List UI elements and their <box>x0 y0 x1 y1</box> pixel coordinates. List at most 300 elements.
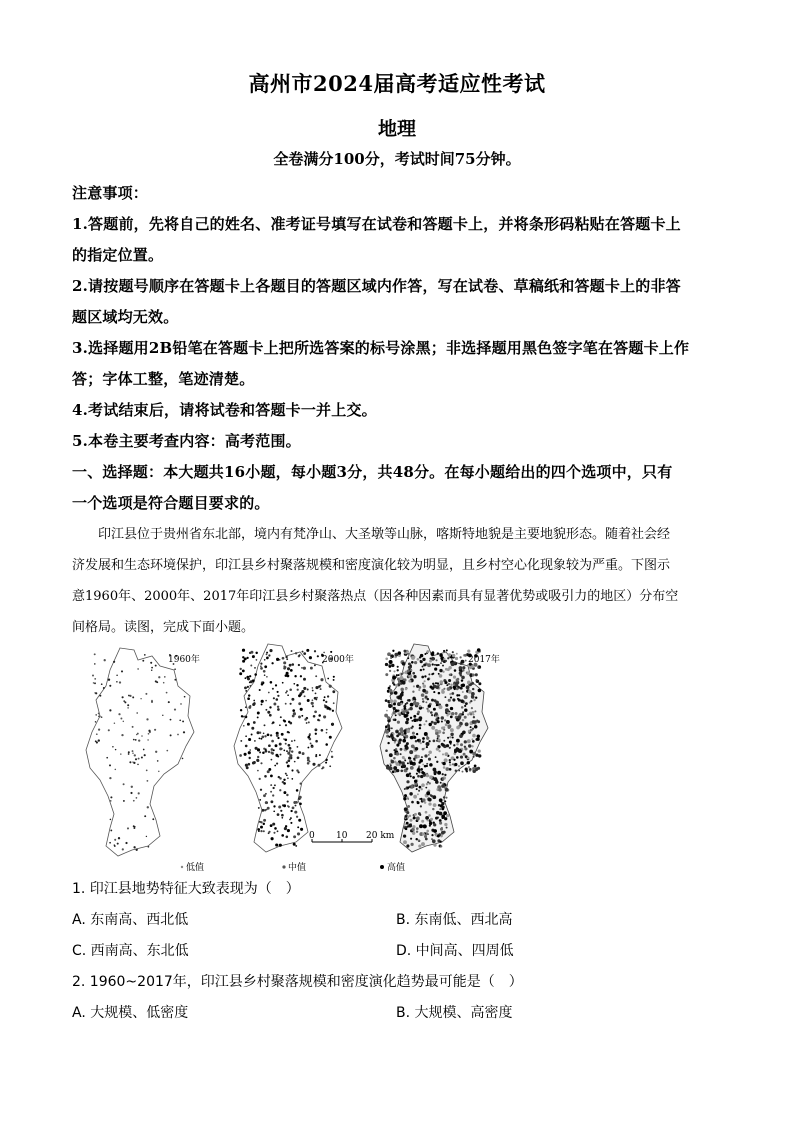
settlement-dot <box>166 692 168 694</box>
settlement-dot <box>405 746 409 750</box>
settlement-dot <box>240 709 242 711</box>
instruction-line: 2.请按题号顺序在答题卡上各题目的答题区域内作答，写在试卷、草稿纸和答题卡上的非答 <box>72 277 681 295</box>
settlement-dot <box>283 804 286 807</box>
settlement-dot <box>405 709 408 712</box>
settlement-dot <box>401 733 404 736</box>
settlement-dot <box>427 709 430 712</box>
settlement-dot <box>315 733 317 735</box>
settlement-dot <box>386 766 390 770</box>
settlement-dot <box>245 764 248 767</box>
settlement-dot <box>271 662 273 664</box>
settlement-dot <box>272 721 274 723</box>
settlement-dot <box>422 658 425 661</box>
settlement-dot <box>304 718 307 721</box>
settlement-dot <box>391 727 393 729</box>
settlement-dot <box>264 775 267 778</box>
scale-label: 0 <box>309 831 315 841</box>
settlement-dot <box>287 752 290 755</box>
settlement-dot <box>410 775 412 777</box>
settlement-dot <box>438 787 440 789</box>
settlement-dot <box>183 731 185 733</box>
settlement-dot <box>404 737 406 739</box>
settlement-dot <box>421 788 423 790</box>
settlement-dot <box>287 694 289 696</box>
settlement-dot <box>418 845 421 848</box>
settlement-dot <box>430 818 433 821</box>
settlement-dot <box>432 673 434 675</box>
settlement-dot <box>272 823 275 826</box>
settlement-dot <box>478 689 482 693</box>
settlement-dot <box>146 770 148 772</box>
settlement-dot <box>448 699 451 702</box>
settlement-dot <box>450 684 452 686</box>
settlement-dot <box>444 800 446 802</box>
settlement-dot <box>290 810 292 812</box>
settlement-dot <box>429 822 432 825</box>
settlement-dot <box>296 789 299 792</box>
settlement-dot <box>426 820 428 822</box>
settlement-dot <box>429 782 431 784</box>
settlement-dot <box>421 756 423 758</box>
settlement-dot <box>134 754 136 756</box>
settlement-dot <box>270 791 272 793</box>
settlement-dot <box>432 651 435 654</box>
settlement-dot <box>419 759 423 763</box>
settlement-dot <box>434 699 437 702</box>
settlement-dot <box>119 681 121 683</box>
settlement-dot <box>401 673 403 675</box>
settlement-dot <box>245 677 247 679</box>
settlement-dot <box>452 763 454 765</box>
settlement-dot <box>263 823 265 825</box>
settlement-dot <box>457 678 460 681</box>
settlement-dot <box>438 664 440 666</box>
settlement-dot <box>437 835 440 838</box>
settlement-dot <box>110 819 112 821</box>
settlement-dot <box>306 722 308 724</box>
settlement-dot <box>259 751 261 753</box>
settlement-dot <box>248 763 251 766</box>
settlement-dot <box>333 702 335 704</box>
settlement-dot <box>115 769 117 771</box>
settlement-dot <box>430 686 433 689</box>
settlement-dot <box>274 765 276 767</box>
settlement-dot <box>448 653 451 656</box>
settlement-dot <box>454 763 457 766</box>
settlement-dot <box>132 750 134 752</box>
settlement-dot <box>420 742 422 744</box>
settlement-dot <box>327 695 329 697</box>
settlement-dot <box>416 817 420 821</box>
settlement-dot <box>462 719 465 722</box>
settlement-dot <box>409 761 413 765</box>
settlement-dot <box>385 699 388 702</box>
settlement-dot <box>260 667 263 670</box>
settlement-dot <box>265 709 267 711</box>
settlement-dot <box>389 753 393 757</box>
settlement-dot <box>301 715 303 717</box>
settlement-dot <box>416 831 418 833</box>
settlement-dot <box>422 798 425 801</box>
settlement-dot <box>257 770 259 772</box>
settlement-dot <box>127 704 129 706</box>
settlement-dot <box>135 758 137 760</box>
settlement-dot <box>472 714 474 716</box>
settlement-dot <box>298 819 301 822</box>
settlement-dot <box>177 734 179 736</box>
settlement-dot <box>400 769 403 772</box>
instruction-line: 答；字体工整，笔迹清楚。 <box>72 370 255 388</box>
settlement-dot <box>292 709 295 712</box>
settlement-dot <box>426 735 428 737</box>
settlement-dot <box>407 650 409 652</box>
settlement-dot <box>427 678 429 680</box>
settlement-dot <box>449 759 451 761</box>
settlement-dot <box>330 651 332 653</box>
settlement-dot <box>283 719 285 721</box>
settlement-dot <box>247 723 250 726</box>
settlement-dot <box>264 674 266 676</box>
settlement-dot <box>155 665 157 667</box>
settlement-dot <box>287 759 290 762</box>
settlement-dot <box>242 660 245 663</box>
settlement-dot <box>426 765 428 767</box>
settlement-dot <box>148 846 150 848</box>
settlement-dot <box>138 739 140 741</box>
settlement-dot <box>271 759 273 761</box>
settlement-dot <box>393 670 395 672</box>
settlement-dot <box>422 707 424 709</box>
settlement-dot <box>283 782 286 785</box>
settlement-dot <box>449 674 451 676</box>
settlement-dot <box>272 688 274 690</box>
settlement-dot <box>408 679 411 682</box>
settlement-dot <box>276 698 279 701</box>
settlement-dot <box>136 849 138 851</box>
settlement-dot <box>293 801 296 804</box>
settlement-dot <box>464 716 467 719</box>
settlement-dot <box>275 754 278 757</box>
settlement-dot <box>268 744 271 747</box>
settlement-dot <box>451 662 455 666</box>
settlement-dot <box>441 743 444 746</box>
settlement-dot <box>414 813 417 816</box>
settlement-dot <box>448 679 451 682</box>
settlement-dot <box>398 732 401 735</box>
settlement-dot <box>148 733 150 735</box>
settlement-dot <box>417 775 420 778</box>
settlement-dot <box>390 699 394 703</box>
settlement-dot <box>432 808 434 810</box>
settlement-dot <box>291 750 293 752</box>
settlement-dot <box>163 682 165 684</box>
settlement-dot <box>420 805 422 807</box>
settlement-dot <box>465 702 468 705</box>
settlement-dot <box>129 695 131 697</box>
settlement-dot <box>313 715 316 718</box>
settlement-dot <box>397 696 401 700</box>
settlement-dot <box>439 653 443 657</box>
settlement-dot <box>429 825 431 827</box>
settlement-dot <box>300 675 302 677</box>
settlement-dot <box>442 665 444 667</box>
settlement-dot <box>438 750 440 752</box>
settlement-dot <box>472 688 474 690</box>
settlement-dot <box>411 720 413 722</box>
settlement-dot <box>260 663 262 665</box>
settlement-dot <box>470 726 472 728</box>
settlement-dot <box>247 697 250 700</box>
settlement-dot <box>264 809 266 811</box>
settlement-dot <box>315 693 317 695</box>
settlement-dot <box>278 776 280 778</box>
settlement-dot <box>279 743 282 746</box>
settlement-dot <box>109 709 111 711</box>
settlement-dot <box>286 774 288 776</box>
settlement-dot <box>474 765 477 768</box>
instructions-heading: 注意事项： <box>72 184 149 202</box>
settlement-dot <box>248 757 250 759</box>
settlement-dot <box>294 675 296 677</box>
settlement-dot <box>420 669 422 671</box>
settlement-dot <box>403 729 406 732</box>
settlement-dot <box>444 758 448 762</box>
settlement-dot <box>285 724 287 726</box>
settlement-dot <box>285 743 287 745</box>
settlement-dot <box>465 660 467 662</box>
settlement-dot <box>257 716 259 718</box>
settlement-dot <box>260 789 262 791</box>
settlement-dot <box>410 736 413 739</box>
settlement-dot <box>306 649 309 652</box>
settlement-dot <box>470 729 473 732</box>
settlement-dot <box>308 721 310 723</box>
settlement-dot <box>303 652 306 655</box>
settlement-dot <box>110 800 112 802</box>
settlement-dot <box>419 705 421 707</box>
settlement-dot <box>143 749 145 751</box>
settlement-dot <box>132 761 133 762</box>
settlement-dot <box>303 687 306 690</box>
settlement-dot <box>447 724 451 728</box>
settlement-dot <box>402 739 406 743</box>
settlement-dot <box>390 657 392 659</box>
settlement-dot <box>277 706 279 708</box>
settlement-dot <box>244 686 247 689</box>
settlement-dot <box>460 674 462 676</box>
settlement-dot <box>289 664 292 667</box>
settlement-dot <box>257 712 260 715</box>
settlement-dot <box>444 823 447 826</box>
settlement-dot <box>260 762 262 764</box>
settlement-dot <box>265 793 267 795</box>
settlement-dot <box>248 694 250 696</box>
settlement-dot <box>417 801 420 804</box>
settlement-dot <box>136 712 138 714</box>
section-heading: 一、选择题：本大题共16小题，每小题3分，共48分。在每小题给出的四个选项中，只有 <box>72 463 673 481</box>
instruction-line: 3.选择题用2B铅笔在答题卡上把所选答案的标号涂黑；非选择题用黑色签字笔在答题卡上作 <box>72 339 690 357</box>
settlement-dot <box>423 668 425 670</box>
option-a[interactable]: A. 大规模、低密度 <box>72 1005 189 1021</box>
settlement-dot <box>256 759 259 762</box>
settlement-dot <box>432 839 436 843</box>
settlement-dot <box>477 720 480 723</box>
settlement-dot <box>409 772 411 774</box>
settlement-dot <box>277 691 279 693</box>
settlement-dot <box>458 694 460 696</box>
settlement-dot <box>272 787 274 789</box>
settlement-dot <box>261 700 264 703</box>
settlement-dot <box>452 698 455 701</box>
exam-note: 全卷满分100分，考试时间75分钟。 <box>273 150 521 168</box>
settlement-dot <box>436 747 439 750</box>
settlement-dot <box>419 824 423 828</box>
settlement-dot <box>410 669 412 671</box>
settlement-dot <box>261 681 263 683</box>
settlement-dot <box>460 743 463 746</box>
settlement-dot <box>472 740 475 743</box>
settlement-dot <box>393 749 395 751</box>
settlement-dot <box>433 708 436 711</box>
settlement-dot <box>426 650 429 653</box>
option-d[interactable]: D. 中间高、四周低 <box>396 943 514 959</box>
settlement-dot <box>257 756 259 758</box>
settlement-dot <box>294 761 296 763</box>
settlement-dot <box>118 837 120 839</box>
settlement-dot <box>411 656 415 660</box>
settlement-dot <box>124 701 126 703</box>
settlement-dot <box>436 704 438 706</box>
map-year-label: 2017年 <box>468 655 500 665</box>
settlement-dot <box>276 763 278 765</box>
settlement-dot <box>406 729 410 733</box>
settlement-dot <box>287 765 290 768</box>
settlement-dot <box>439 822 442 825</box>
settlement-dot <box>326 732 328 734</box>
settlement-dot <box>92 674 94 676</box>
settlement-dot <box>114 839 116 841</box>
settlement-dot <box>453 744 455 746</box>
settlement-dot <box>412 776 415 779</box>
settlement-dot <box>433 740 436 743</box>
settlement-dot <box>267 733 270 736</box>
settlement-dot <box>260 821 262 823</box>
settlement-dot <box>449 764 451 766</box>
settlement-dot <box>309 761 311 763</box>
settlement-dot <box>417 793 419 795</box>
settlement-dot <box>285 656 287 658</box>
settlement-dot <box>413 817 416 820</box>
settlement-dot <box>471 738 473 740</box>
settlement-dot <box>275 744 278 747</box>
settlement-dot <box>273 697 275 699</box>
settlement-dot <box>446 827 448 829</box>
settlement-dot <box>275 843 278 846</box>
settlement-dot <box>423 723 425 725</box>
settlement-dot <box>309 733 311 735</box>
option-c[interactable]: C. 西南高、东北低 <box>72 943 189 959</box>
settlement-dot <box>446 744 449 747</box>
settlement-dot <box>425 811 428 814</box>
settlement-dot <box>325 701 327 703</box>
settlement-dot <box>413 795 417 799</box>
settlement-dot <box>425 701 427 703</box>
settlement-dot <box>283 791 286 794</box>
settlement-dot <box>447 737 449 739</box>
settlement-dot <box>263 819 266 822</box>
settlement-dot <box>260 738 262 740</box>
settlement-dot <box>419 798 421 800</box>
settlement-dot <box>404 758 406 760</box>
settlement-dot <box>260 830 262 832</box>
settlement-dot <box>391 664 394 667</box>
option-b[interactable]: B. 东南低、西北高 <box>396 912 513 928</box>
settlement-dot <box>435 729 438 732</box>
settlement-dot <box>422 764 424 766</box>
settlement-dot <box>395 684 398 687</box>
settlement-dot <box>433 843 436 846</box>
settlement-dot <box>443 650 445 652</box>
settlement-dot <box>393 738 395 740</box>
settlement-dot <box>387 716 390 719</box>
settlement-dot <box>445 704 448 707</box>
instruction-line: 5.本卷主要考查内容：高考范围。 <box>72 432 301 450</box>
settlement-dot <box>128 751 130 753</box>
settlement-dot <box>132 753 133 754</box>
settlement-dot <box>307 757 310 760</box>
settlement-dot <box>264 735 266 737</box>
settlement-dot <box>93 682 95 684</box>
settlement-dot <box>95 692 97 694</box>
settlement-dot <box>266 654 268 656</box>
settlement-dot <box>421 783 425 787</box>
settlement-dot <box>266 657 269 660</box>
settlement-dot <box>426 763 428 765</box>
settlement-dot <box>419 786 422 789</box>
settlement-dot <box>460 687 463 690</box>
settlement-dot <box>428 758 431 761</box>
settlement-dot <box>109 764 111 766</box>
settlement-dot <box>112 746 114 748</box>
settlement-dot <box>405 688 407 690</box>
settlement-dot <box>445 797 447 799</box>
question-stem: 1. 印江县地势特征大致表现为（ ） <box>72 881 300 897</box>
settlement-dot <box>331 756 333 758</box>
settlement-dot <box>270 784 272 786</box>
settlement-dot <box>472 752 476 756</box>
settlement-dot <box>393 699 397 703</box>
settlement-dot <box>433 823 436 826</box>
settlement-dot <box>413 685 415 687</box>
settlement-dot <box>450 716 453 719</box>
settlement-dot <box>411 661 414 664</box>
option-b[interactable]: B. 大规模、高密度 <box>396 1005 513 1021</box>
settlement-dot <box>312 705 314 707</box>
settlement-dot <box>327 678 329 680</box>
settlement-dot <box>109 842 111 844</box>
settlement-dot <box>475 696 477 698</box>
settlement-dot <box>279 724 281 726</box>
settlement-dot <box>449 693 451 695</box>
settlement-dot <box>318 685 321 688</box>
settlement-dot <box>445 708 449 712</box>
settlement-dot <box>472 674 475 677</box>
settlement-dot <box>300 783 302 785</box>
settlement-dot <box>265 801 268 804</box>
settlement-dot <box>439 819 442 822</box>
settlement-dot <box>432 683 434 685</box>
option-a[interactable]: A. 东南高、西北低 <box>72 912 189 928</box>
